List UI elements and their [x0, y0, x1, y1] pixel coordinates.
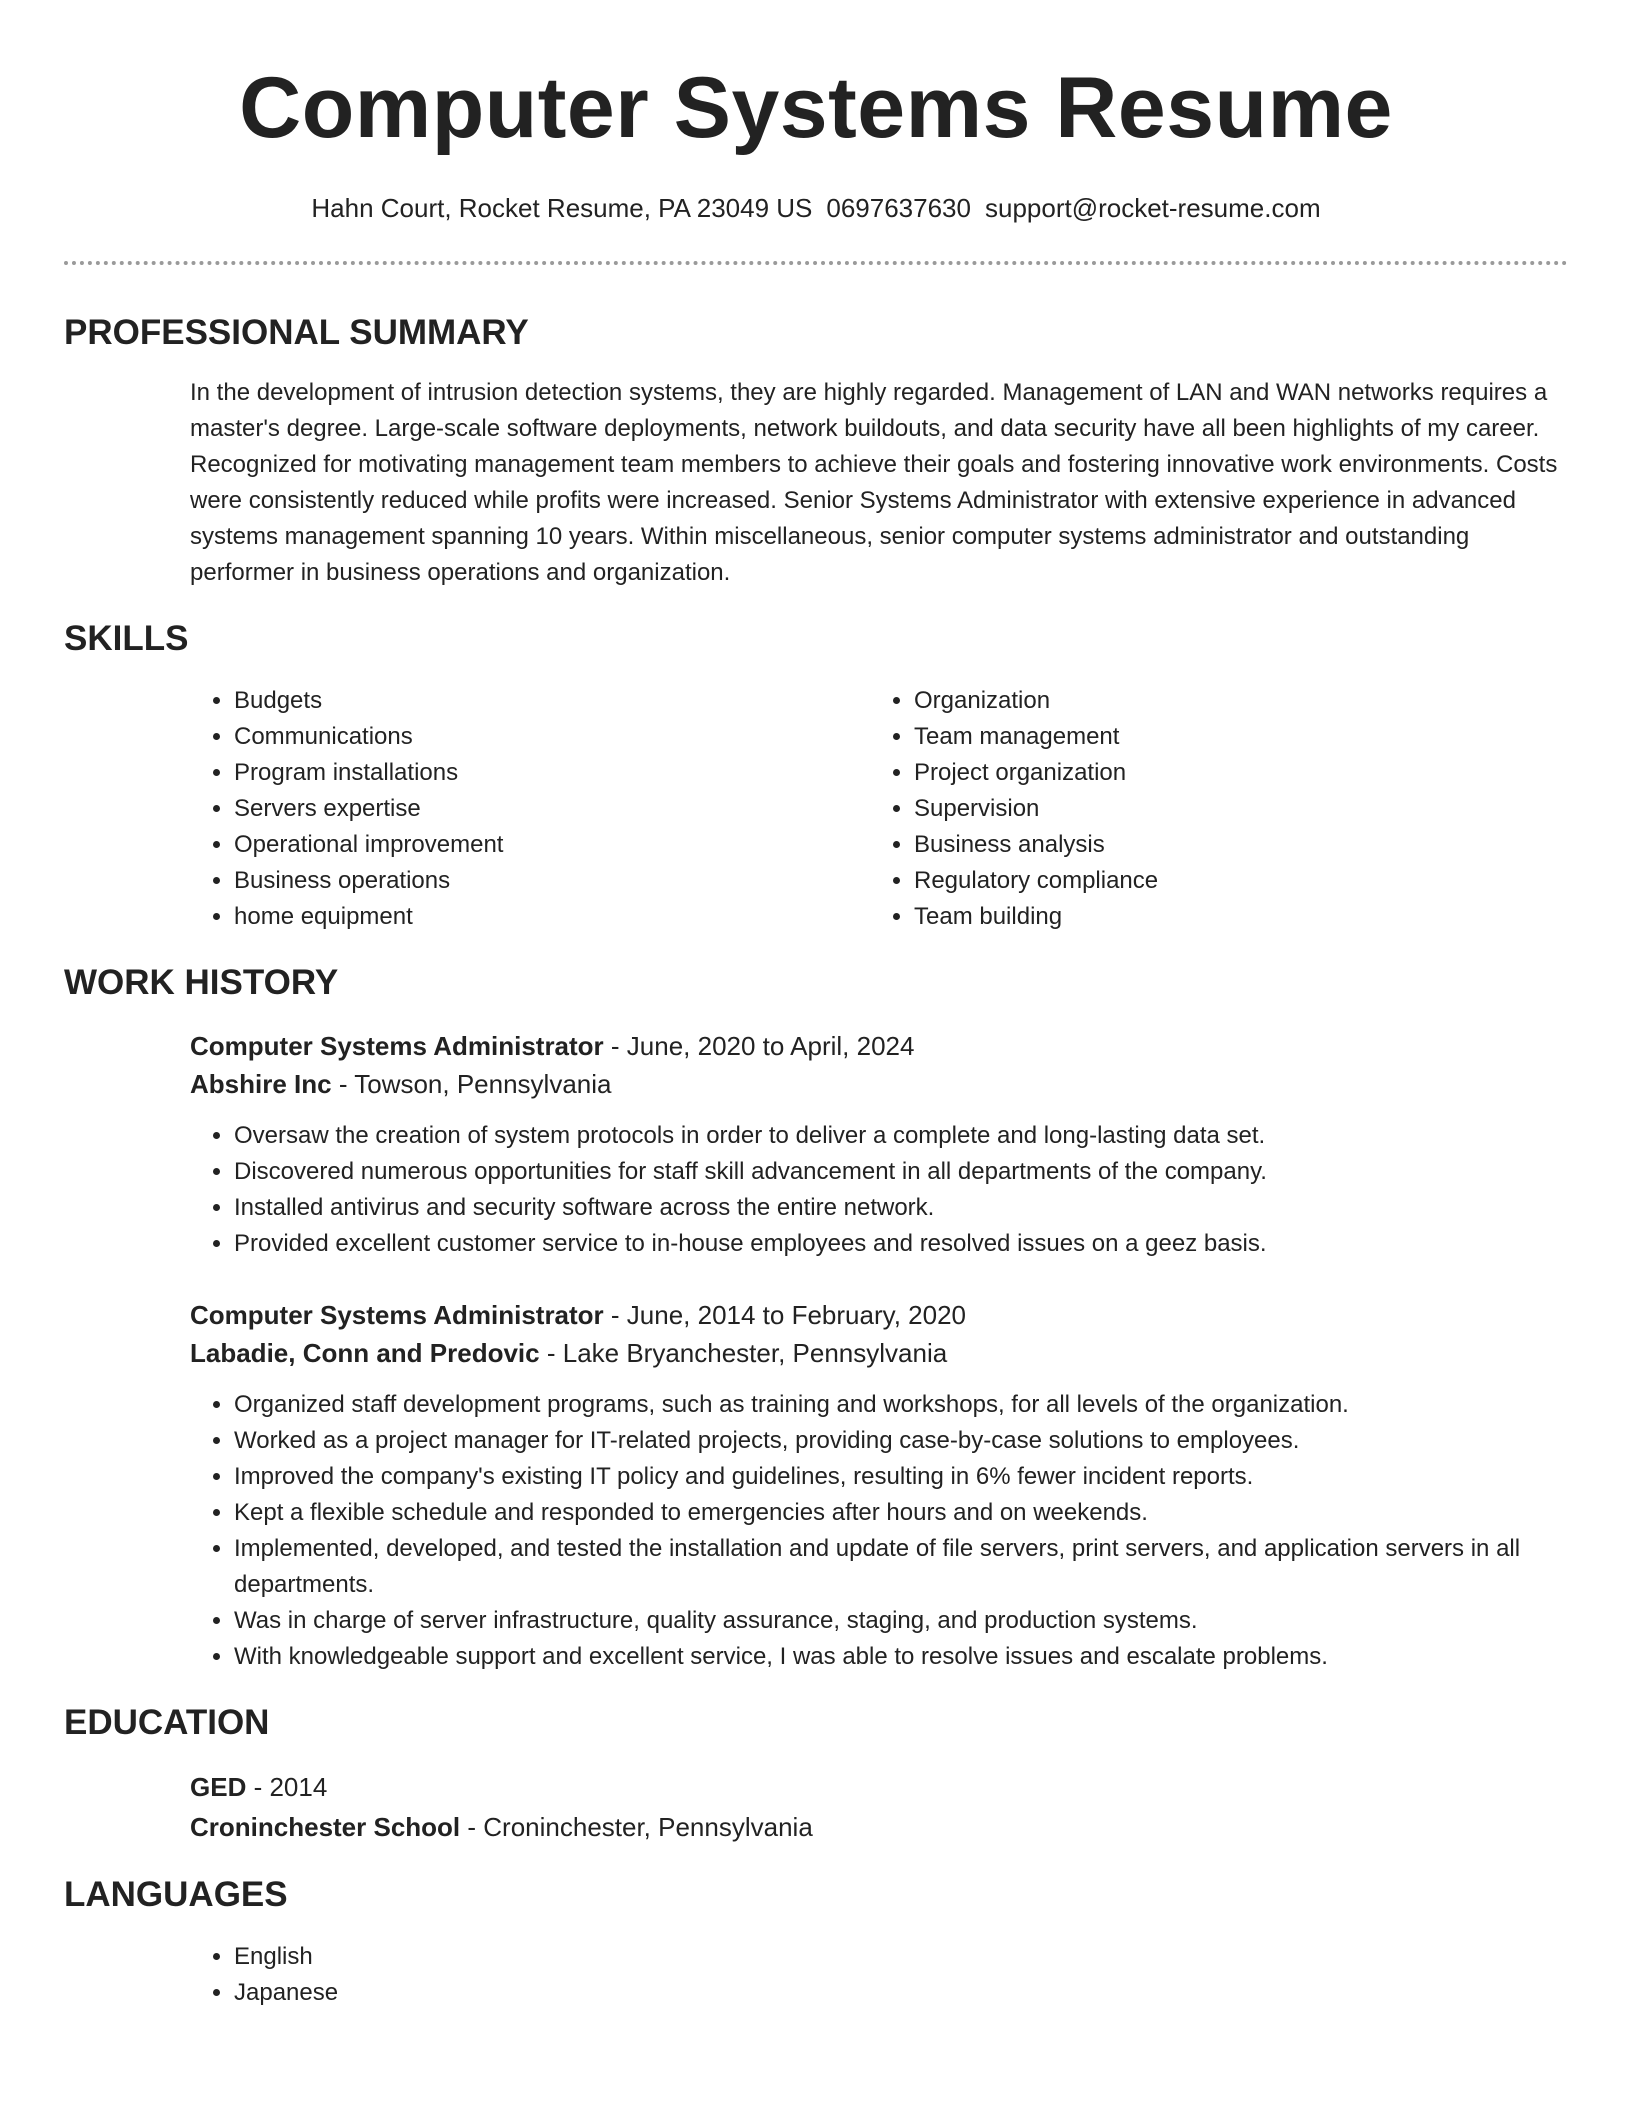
job-entry: [190, 1296, 1568, 1675]
skills-heading: SKILLS: [64, 619, 189, 658]
job-dates: - June, 2014 to February, 2020: [603, 1300, 966, 1330]
job-duty: • Installed antivirus and security software across the entire network.: [234, 1190, 1568, 1226]
education-year: - 2014: [246, 1772, 328, 1802]
job-dates: - June, 2020 to April, 2024: [603, 1031, 915, 1061]
skill-item: • Business operations: [234, 863, 870, 899]
skill-item: • Team building: [914, 899, 1550, 935]
job-duty: • With knowledgeable support and excellent service, I was able to resolve issues and escalate problems.: [234, 1639, 1568, 1675]
skill-item: • Servers expertise: [234, 791, 870, 827]
skill-item: • Communications: [234, 719, 870, 755]
job-duties: [190, 1118, 1568, 1262]
education-location: - Croninchester, Pennsylvania: [460, 1812, 813, 1842]
education-school-line: [190, 1807, 1568, 1847]
job-duty: • Discovered numerous opportunities for staff skill advancement in all departments of the company.: [234, 1154, 1568, 1190]
job-title-line: [190, 1296, 1568, 1334]
job-title-line: [190, 1027, 1568, 1065]
job-duty: • Oversaw the creation of system protocols in order to deliver a complete and long-lasting data set.: [234, 1118, 1568, 1154]
job-entry: [190, 1027, 1568, 1262]
job-company: Labadie, Conn and Predovic: [190, 1338, 540, 1368]
summary-heading: PROFESSIONAL SUMMARY: [64, 313, 529, 352]
skills-column-left: [190, 683, 870, 935]
contact-line: [64, 192, 1568, 224]
job-duty: • Kept a flexible schedule and responded to emergencies after hours and on weekends.: [234, 1495, 1568, 1531]
skill-item: • Business analysis: [914, 827, 1550, 863]
job-duties: [190, 1387, 1568, 1675]
skills-column-right: [870, 683, 1550, 935]
skill-item: • Regulatory compliance: [914, 863, 1550, 899]
job-role: Computer Systems Administrator: [190, 1300, 604, 1330]
job-company: Abshire Inc: [190, 1069, 332, 1099]
resume-title: Computer Systems Resume: [239, 60, 1393, 156]
job-location: - Towson, Pennsylvania: [331, 1069, 612, 1099]
job-duty: • Was in charge of server infrastructure, quality assurance, staging, and production systems.: [234, 1603, 1568, 1639]
work-history-heading: WORK HISTORY: [64, 963, 339, 1002]
education-entry: [190, 1767, 1568, 1847]
contact-phone: 0697637630: [826, 193, 971, 223]
language-item: • English: [234, 1939, 1568, 1975]
job-duty: • Provided excellent customer service to in-house employees and resolved issues on a geez basis.: [234, 1226, 1568, 1262]
job-company-line: [190, 1334, 1568, 1372]
job-duty: • Worked as a project manager for IT-related projects, providing case-by-case solutions to employees.: [234, 1423, 1568, 1459]
resume-header: [64, 0, 1568, 224]
skill-item: • Project organization: [914, 755, 1550, 791]
work-history: [190, 1027, 1568, 1675]
job-location: - Lake Bryanchester, Pennsylvania: [539, 1338, 948, 1368]
skill-item: • Operational improvement: [234, 827, 870, 863]
job-role: Computer Systems Administrator: [190, 1031, 604, 1061]
language-item: • Japanese: [234, 1975, 1568, 2011]
skill-item: • Team management: [914, 719, 1550, 755]
languages-heading: LANGUAGES: [64, 1875, 288, 1914]
header-divider: [64, 261, 1568, 265]
skill-item: • Supervision: [914, 791, 1550, 827]
job-duty: • Improved the company's existing IT policy and guidelines, resulting in 6% fewer incident reports.: [234, 1459, 1568, 1495]
skill-item: • Program installations: [234, 755, 870, 791]
contact-email: support@rocket-resume.com: [984, 193, 1321, 223]
education-degree-line: [190, 1767, 1568, 1807]
education-heading: EDUCATION: [64, 1703, 270, 1742]
education-degree: GED: [190, 1772, 247, 1802]
skill-item: • Organization: [914, 683, 1550, 719]
skill-item: • home equipment: [234, 899, 870, 935]
contact-address: Hahn Court, Rocket Resume, PA 23049 US: [311, 193, 813, 223]
summary-text: In the development of intrusion detection systems, they are highly regarded. Management of LAN and WAN networks requires a master's degree. Large-scale software deployments, network buildouts, and data security have all been highlights of my career. Recognized for motivating management team members to achieve their goals and fostering innovative work environments. Costs were consistently reduced while profits were increased. Senior Systems Administrator with extensive experience in advanced systems management spanning 10 years. Within miscellaneous, senior computer systems administrator and outstanding performer in business operations and organization.: [190, 379, 1558, 586]
job-duty: • Implemented, developed, and tested the installation and update of file servers, print servers, and application servers in all departments.: [234, 1531, 1568, 1603]
skills-list: [190, 683, 1568, 935]
job-duty: • Organized staff development programs, such as training and workshops, for all levels of the organization.: [234, 1387, 1568, 1423]
job-company-line: [190, 1065, 1568, 1103]
skill-item: • Budgets: [234, 683, 870, 719]
languages-list: [190, 1939, 1568, 2011]
education-school: Croninchester School: [190, 1812, 461, 1842]
